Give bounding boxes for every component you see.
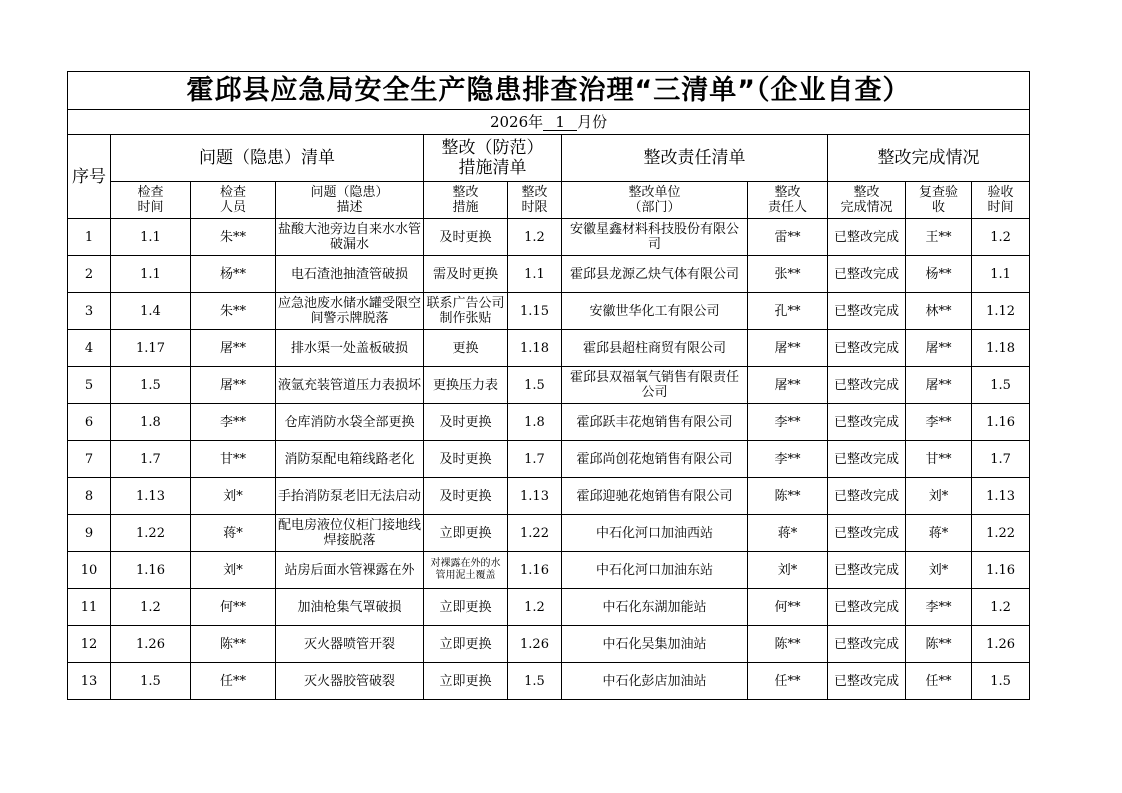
cell-accept-time: 1.16: [972, 404, 1030, 441]
table-row: [68, 663, 1030, 700]
column-header-line: 验收: [987, 185, 1014, 200]
cell-seq: 7: [68, 441, 111, 478]
column-header-line: 整改单位: [628, 185, 681, 200]
column-header-line: 检查: [137, 185, 164, 200]
table-row: [68, 404, 1030, 441]
cell-reviewer: 蒋*: [906, 515, 972, 552]
cell-deadline: 1.26: [508, 626, 562, 663]
cell-unit: 中石化河口加油东站: [562, 552, 748, 589]
column-header-line: 责任人: [767, 200, 807, 215]
column-header-reviewer: [906, 182, 972, 219]
cell-deadline: 1.5: [508, 367, 562, 404]
cell-check-time: 1.2: [111, 589, 191, 626]
cell-unit: 中石化彭店加油站: [562, 663, 748, 700]
period-month: 1: [543, 114, 577, 131]
cell-reviewer: 屠**: [906, 330, 972, 367]
header-measures-line2: 措施清单: [458, 158, 527, 178]
table-row: [68, 441, 1030, 478]
cell-inspector: 蒋*: [191, 515, 276, 552]
table-row: [68, 589, 1030, 626]
cell-deadline: 1.18: [508, 330, 562, 367]
cell-unit: 中石化河口加油西站: [562, 515, 748, 552]
cell-accept-time: 1.13: [972, 478, 1030, 515]
table-row: [68, 367, 1030, 404]
page-title: 霍邱县应急局安全生产隐患排查治理“三清单”（企业自查）: [68, 72, 1030, 110]
cell-unit: 霍邱县双福氧气销售有限责任公司: [562, 367, 748, 404]
table-row: [68, 552, 1030, 589]
cell-person: 刘*: [748, 552, 828, 589]
cell-accept-time: 1.7: [972, 441, 1030, 478]
cell-check-time: 1.13: [111, 478, 191, 515]
cell-accept-time: 1.12: [972, 293, 1030, 330]
column-header-line: 完成情况: [840, 200, 893, 215]
cell-measure: 及时更换: [424, 219, 508, 256]
cell-description: 仓库消防水袋全部更换: [276, 404, 424, 441]
cell-unit: 霍邱县超柱商贸有限公司: [562, 330, 748, 367]
cell-accept-time: 1.5: [972, 367, 1030, 404]
cell-measure: 联系广告公司制作张贴: [424, 293, 508, 330]
cell-inspector: 刘*: [191, 478, 276, 515]
column-header-line: 收: [931, 200, 945, 215]
table-row: [68, 293, 1030, 330]
cell-person: 李**: [748, 404, 828, 441]
table-row: [68, 330, 1030, 367]
cell-unit: 霍邱跃丰花炮销售有限公司: [562, 404, 748, 441]
cell-inspector: 李**: [191, 404, 276, 441]
column-header-line: 措施: [452, 200, 479, 215]
cell-unit: 霍邱县龙源乙炔气体有限公司: [562, 256, 748, 293]
cell-seq: 8: [68, 478, 111, 515]
cell-unit: 安徽世华化工有限公司: [562, 293, 748, 330]
cell-description: 液氩充装管道压力表损坏: [276, 367, 424, 404]
column-header-line: 整改: [853, 185, 880, 200]
cell-status: 已整改完成: [828, 515, 906, 552]
cell-check-time: 1.5: [111, 663, 191, 700]
cell-person: 李**: [748, 441, 828, 478]
cell-inspector: 刘*: [191, 552, 276, 589]
cell-seq: 2: [68, 256, 111, 293]
header-responsibility-list: 整改责任清单: [562, 135, 828, 182]
cell-measure: 立即更换: [424, 589, 508, 626]
cell-inspector: 朱**: [191, 293, 276, 330]
cell-accept-time: 1.26: [972, 626, 1030, 663]
cell-check-time: 1.22: [111, 515, 191, 552]
cell-check-time: 1.17: [111, 330, 191, 367]
cell-reviewer: 李**: [906, 589, 972, 626]
cell-reviewer: 甘**: [906, 441, 972, 478]
cell-inspector: 任**: [191, 663, 276, 700]
cell-accept-time: 1.22: [972, 515, 1030, 552]
cell-deadline: 1.7: [508, 441, 562, 478]
cell-reviewer: 李**: [906, 404, 972, 441]
cell-check-time: 1.26: [111, 626, 191, 663]
cell-person: 孔**: [748, 293, 828, 330]
cell-status: 已整改完成: [828, 663, 906, 700]
column-header-line: 时间: [137, 200, 164, 215]
column-header-description: [276, 182, 424, 219]
cell-status: 已整改完成: [828, 626, 906, 663]
cell-person: 屠**: [748, 367, 828, 404]
cell-seq: 9: [68, 515, 111, 552]
cell-inspector: 何**: [191, 589, 276, 626]
cell-unit: 霍邱迎驰花炮销售有限公司: [562, 478, 748, 515]
cell-accept-time: 1.2: [972, 219, 1030, 256]
cell-description: 加油枪集气罩破损: [276, 589, 424, 626]
cell-measure: 及时更换: [424, 441, 508, 478]
cell-description: 应急池废水储水罐受限空间警示牌脱落: [276, 293, 424, 330]
column-header-deadline: [508, 182, 562, 219]
cell-unit: 安徽星鑫材料科技股份有限公司: [562, 219, 748, 256]
cell-accept-time: 1.1: [972, 256, 1030, 293]
cell-check-time: 1.4: [111, 293, 191, 330]
cell-check-time: 1.1: [111, 219, 191, 256]
cell-seq: 4: [68, 330, 111, 367]
cell-reviewer: 王**: [906, 219, 972, 256]
column-header-check-time: [111, 182, 191, 219]
cell-deadline: 1.2: [508, 589, 562, 626]
cell-reviewer: 屠**: [906, 367, 972, 404]
cell-status: 已整改完成: [828, 441, 906, 478]
cell-check-time: 1.8: [111, 404, 191, 441]
cell-inspector: 甘**: [191, 441, 276, 478]
column-header-status: [828, 182, 906, 219]
column-header-measure: [424, 182, 508, 219]
column-header-line: 复查验: [918, 185, 958, 200]
cell-measure: 更换: [424, 330, 508, 367]
cell-description: 灭火器胶管破裂: [276, 663, 424, 700]
period-suffix: 月份: [577, 112, 608, 131]
table-row: [68, 515, 1030, 552]
column-header-unit: [562, 182, 748, 219]
cell-description: 电石渣池抽渣管破损: [276, 256, 424, 293]
cell-deadline: 1.13: [508, 478, 562, 515]
cell-deadline: 1.15: [508, 293, 562, 330]
cell-measure: 及时更换: [424, 404, 508, 441]
cell-seq: 5: [68, 367, 111, 404]
column-header-line: 时间: [987, 200, 1014, 215]
cell-seq: 1: [68, 219, 111, 256]
cell-reviewer: 刘*: [906, 478, 972, 515]
cell-status: 已整改完成: [828, 219, 906, 256]
cell-status: 已整改完成: [828, 404, 906, 441]
cell-person: 屠**: [748, 330, 828, 367]
cell-accept-time: 1.5: [972, 663, 1030, 700]
cell-inspector: 屠**: [191, 330, 276, 367]
cell-deadline: 1.1: [508, 256, 562, 293]
column-header-line: 描述: [336, 200, 363, 215]
cell-deadline: 1.16: [508, 552, 562, 589]
table-row: [68, 626, 1030, 663]
cell-deadline: 1.5: [508, 663, 562, 700]
cell-description: 站房后面水管裸露在外: [276, 552, 424, 589]
cell-description: 排水渠一处盖板破损: [276, 330, 424, 367]
cell-check-time: 1.16: [111, 552, 191, 589]
cell-seq: 11: [68, 589, 111, 626]
cell-person: 陈**: [748, 478, 828, 515]
column-header-line: 检查: [219, 185, 246, 200]
cell-unit: 霍邱尚创花炮销售有限公司: [562, 441, 748, 478]
cell-deadline: 1.2: [508, 219, 562, 256]
cell-unit: 中石化吴集加油站: [562, 626, 748, 663]
cell-person: 陈**: [748, 626, 828, 663]
cell-deadline: 1.8: [508, 404, 562, 441]
cell-status: 已整改完成: [828, 256, 906, 293]
header-completion: 整改完成情况: [828, 135, 1030, 182]
column-header-inspector: [191, 182, 276, 219]
cell-reviewer: 杨**: [906, 256, 972, 293]
cell-check-time: 1.7: [111, 441, 191, 478]
table-row: [68, 256, 1030, 293]
column-header-line: 整改: [774, 185, 801, 200]
cell-description: 灭火器喷管开裂: [276, 626, 424, 663]
cell-seq: 12: [68, 626, 111, 663]
cell-person: 何**: [748, 589, 828, 626]
cell-inspector: 杨**: [191, 256, 276, 293]
column-header-accept-time: [972, 182, 1030, 219]
cell-reviewer: 林**: [906, 293, 972, 330]
cell-seq: 3: [68, 293, 111, 330]
cell-inspector: 陈**: [191, 626, 276, 663]
cell-measure: 对裸露在外的水管用泥土覆盖: [424, 552, 508, 589]
cell-seq: 6: [68, 404, 111, 441]
column-header-line: （部门）: [628, 200, 681, 215]
cell-status: 已整改完成: [828, 478, 906, 515]
table-row: [68, 219, 1030, 256]
cell-person: 张**: [748, 256, 828, 293]
cell-unit: 中石化东湖加能站: [562, 589, 748, 626]
cell-inspector: 朱**: [191, 219, 276, 256]
cell-seq: 10: [68, 552, 111, 589]
column-header-line: 人员: [219, 200, 246, 215]
cell-person: 雷**: [748, 219, 828, 256]
cell-check-time: 1.5: [111, 367, 191, 404]
cell-description: 配电房液位仪柜门接地线焊接脱落: [276, 515, 424, 552]
cell-measure: 立即更换: [424, 515, 508, 552]
header-problem-list: 问题（隐患）清单: [111, 135, 424, 182]
cell-accept-time: 1.2: [972, 589, 1030, 626]
cell-description: 消防泵配电箱线路老化: [276, 441, 424, 478]
column-header-line: 整改: [521, 185, 548, 200]
column-header-line: 时限: [521, 200, 548, 215]
cell-deadline: 1.22: [508, 515, 562, 552]
cell-measure: 更换压力表: [424, 367, 508, 404]
report-period: [68, 110, 1030, 135]
cell-person: 蒋*: [748, 515, 828, 552]
cell-status: 已整改完成: [828, 330, 906, 367]
header-measures-line1: 整改（防范）: [441, 138, 544, 158]
cell-reviewer: 刘*: [906, 552, 972, 589]
cell-description: 手抬消防泵老旧无法启动: [276, 478, 424, 515]
period-year: 2026年: [489, 112, 544, 131]
cell-reviewer: 陈**: [906, 626, 972, 663]
cell-status: 已整改完成: [828, 367, 906, 404]
hazard-checklist-table: [67, 71, 1030, 700]
cell-measure: 需及时更换: [424, 256, 508, 293]
cell-description: 盐酸大池旁边自来水水管破漏水: [276, 219, 424, 256]
cell-inspector: 屠**: [191, 367, 276, 404]
cell-check-time: 1.1: [111, 256, 191, 293]
column-header-person: [748, 182, 828, 219]
cell-measure: 立即更换: [424, 626, 508, 663]
column-header-line: 问题（隐患）: [310, 185, 389, 200]
cell-measure: 及时更换: [424, 478, 508, 515]
table-row: [68, 478, 1030, 515]
cell-status: 已整改完成: [828, 293, 906, 330]
cell-accept-time: 1.16: [972, 552, 1030, 589]
cell-reviewer: 任**: [906, 663, 972, 700]
column-header-line: 整改: [452, 185, 479, 200]
cell-person: 任**: [748, 663, 828, 700]
cell-status: 已整改完成: [828, 552, 906, 589]
header-measures-list: [424, 135, 562, 182]
header-seq: 序号: [68, 135, 111, 219]
cell-seq: 13: [68, 663, 111, 700]
cell-measure: 立即更换: [424, 663, 508, 700]
cell-status: 已整改完成: [828, 589, 906, 626]
cell-accept-time: 1.18: [972, 330, 1030, 367]
